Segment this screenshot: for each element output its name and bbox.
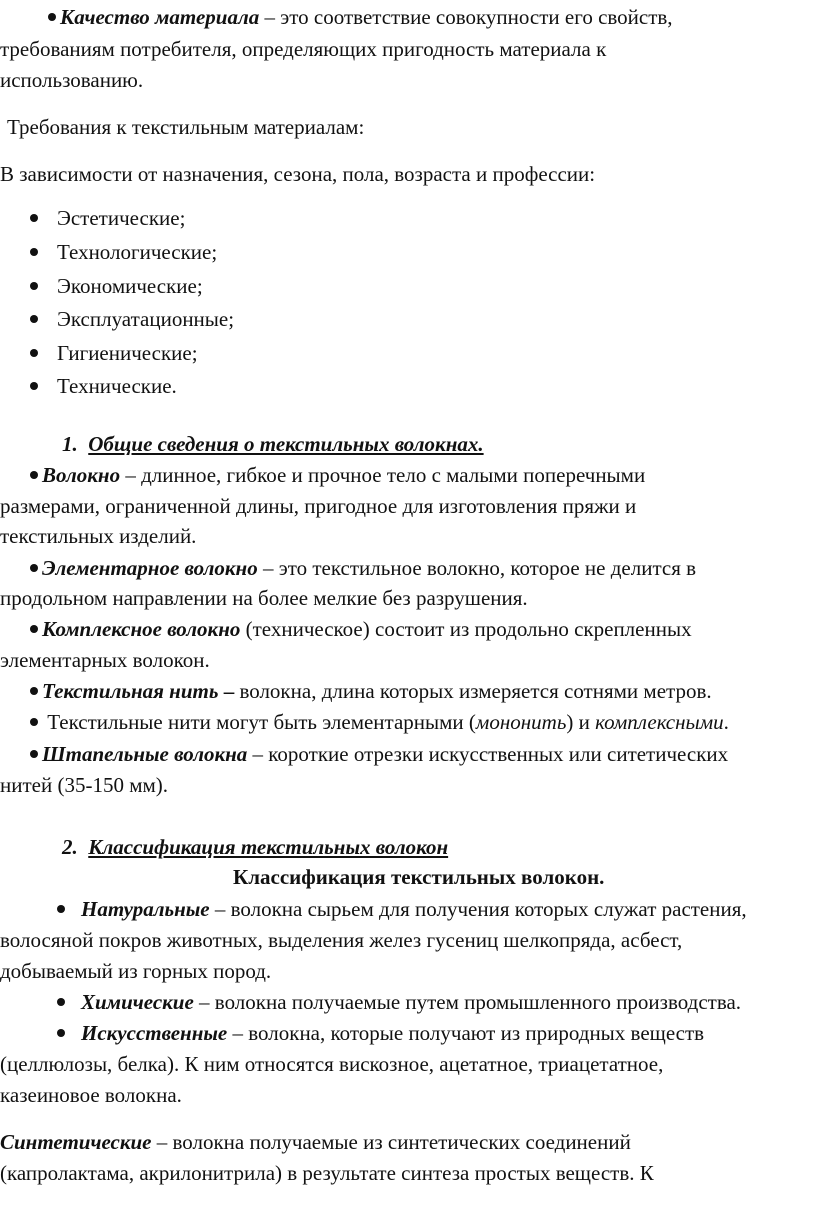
chemical-fiber-definition: Химические – волокна получаемые путем промышленного производства. <box>57 987 741 1018</box>
section1-number: 1. <box>62 432 78 456</box>
synthetic-fiber-definition: Синтетические – волокна получаемые из синтетических соединений <box>0 1130 631 1154</box>
elementary-def-line-2: продольном направлении на более мелкие без разрушения. <box>0 586 528 610</box>
bullet-icon <box>57 998 65 1006</box>
artificial-def-line-3: казеиновое волокна. <box>0 1083 182 1107</box>
section2-heading <box>62 832 448 863</box>
bullet-icon <box>30 625 38 633</box>
section2-number: 2. <box>62 835 78 859</box>
quality-def: – это соответствие совокупности его свойств, <box>259 5 673 29</box>
artificial-fiber-definition: Искусственные – волокна, которые получают из природных веществ <box>57 1018 704 1049</box>
complex-def-line-2: элементарных волокон. <box>0 648 210 672</box>
natural-def-line-2: волосяной покров животных, выделения желез гусениц шелкопряда, асбест, <box>0 928 683 952</box>
staple-definition: Штапельные волокна – короткие отрезки искусственных или ситетических <box>30 739 728 770</box>
intro-line-3: использованию. <box>0 68 144 92</box>
section2-title: Классификация текстильных волокон <box>88 835 449 859</box>
artificial-def-line-2: (целлюлозы, белка). К ним относятся вискозное, ацетатное, триацетатное, <box>0 1052 664 1076</box>
fiber-def-line-2: размерами, ограниченной длины, пригодное для изготовления пряжи и <box>0 494 637 518</box>
bullet-icon <box>30 471 38 479</box>
section2-subtitle: Классификация текстильных волокон. <box>233 865 605 889</box>
intro-line-2: требованиям потребителя, определяющих пригодность материала к <box>0 37 607 61</box>
requirement-item: Эстетические; <box>30 203 185 234</box>
requirement-item: Гигиенические; <box>30 338 198 369</box>
requirement-item: Экономические; <box>30 271 203 302</box>
fiber-definition: Волокно – длинное, гибкое и прочное тело с малыми поперечными <box>30 460 645 491</box>
bullet-icon <box>30 687 38 695</box>
fiber-def-line-3: текстильных изделий. <box>0 524 197 548</box>
requirements-heading: Требования к текстильным материалам: <box>7 115 365 139</box>
bullet-icon <box>57 905 65 913</box>
requirements-dependence: В зависимости от назначения, сезона, пола, возраста и профессии: <box>0 162 596 186</box>
bullet-icon <box>30 750 38 758</box>
intro-line-1 <box>48 2 673 33</box>
bullet-icon <box>30 564 38 572</box>
requirement-item: Технологические; <box>30 237 217 268</box>
quality-term: Качество материала <box>60 5 260 29</box>
section1-heading <box>62 429 484 460</box>
staple-def-line-2: нитей (35-150 мм). <box>0 773 169 797</box>
section1-title: Общие сведения о текстильных волокнах. <box>88 432 484 456</box>
bullet-icon <box>30 282 38 290</box>
bullet-icon <box>30 718 38 726</box>
bullet-icon <box>30 349 38 357</box>
requirement-item: Технические. <box>30 371 177 402</box>
bullet-icon <box>30 214 38 222</box>
bullet-icon <box>30 382 38 390</box>
natural-fiber-definition: Натуральные – волокна сырьем для получения которых служат растения, <box>57 894 747 925</box>
bullet-icon <box>57 1029 65 1037</box>
bullet-icon <box>48 13 56 21</box>
requirement-item: Эксплуатационные; <box>30 304 234 335</box>
thread-definition: Текстильная нить – волокна, длина которых измеряется сотнями метров. <box>30 676 712 707</box>
threads-types: Текстильные нити могут быть элементарными (мононить) и комплексными. <box>30 707 729 738</box>
bullet-icon <box>30 315 38 323</box>
synthetic-def-line-2: (капролактама, акрилонитрила) в результате синтеза простых веществ. К <box>0 1161 654 1185</box>
complex-fiber-definition: Комплексное волокно (техническое) состоит из продольно скрепленных <box>30 614 692 645</box>
bullet-icon <box>30 248 38 256</box>
elementary-fiber-definition: Элементарное волокно – это текстильное волокно, которое не делится в <box>30 553 696 584</box>
natural-def-line-3: добываемый из горных пород. <box>0 959 272 983</box>
